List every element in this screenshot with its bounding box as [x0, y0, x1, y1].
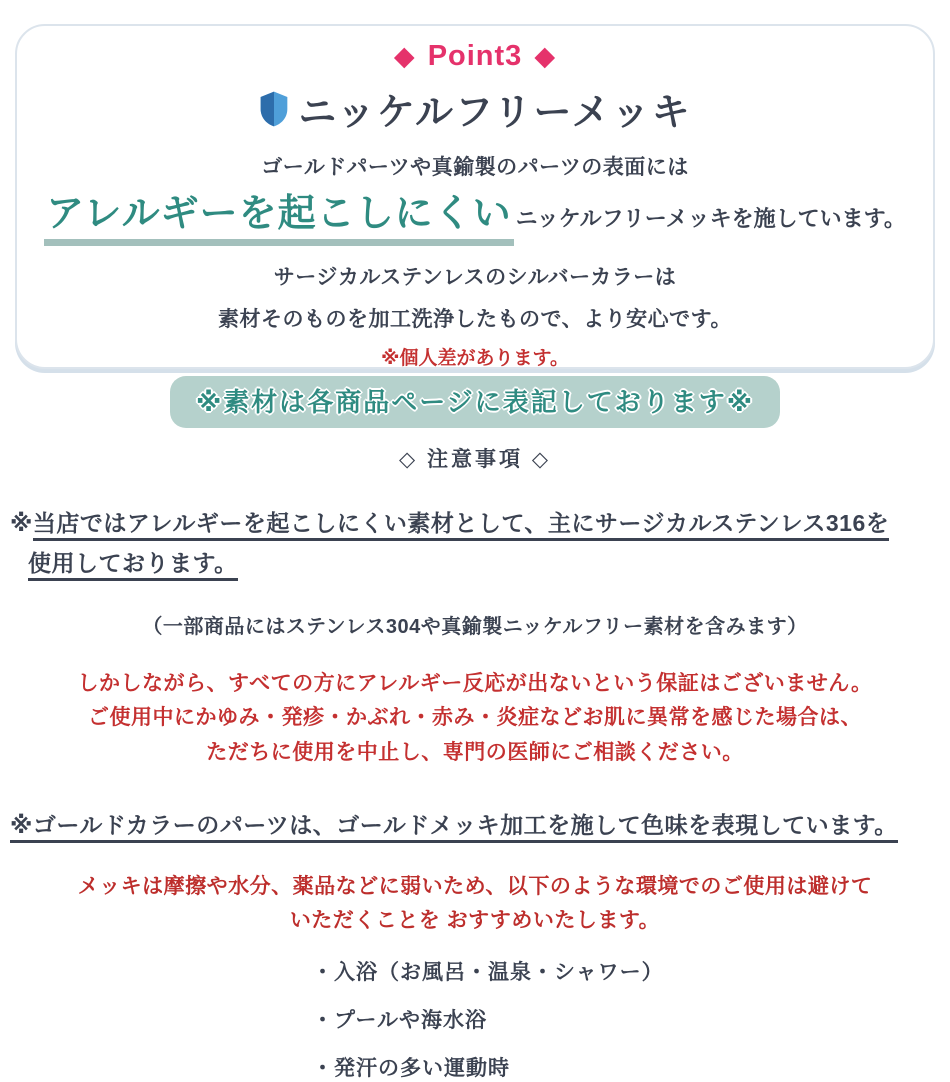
- shield-icon: [258, 90, 290, 128]
- gold-color-warning: [10, 807, 936, 840]
- gold-color-warning-text: ※ゴールドカラーのパーツは、ゴールドメッキ加工を施して色味を表現しています。: [10, 812, 898, 843]
- allergy-headline-rest: ニッケルフリーメッキを施しています。: [515, 206, 906, 231]
- parenthetical-note: （一部商品にはステンレス304や真鍮製ニッケルフリー素材を含みます）: [142, 615, 808, 638]
- plating-warning-block: [0, 870, 950, 938]
- list-item: ・入浴（お風呂・温泉・シャワー）: [312, 961, 664, 985]
- asterisk-mark: ※: [10, 510, 33, 536]
- material-warning-line2: 使用しております。: [28, 550, 238, 581]
- intro-text: ゴールドパーツや真鍮製のパーツの表面には: [261, 156, 689, 179]
- point-card: [15, 24, 935, 417]
- plating-warning-line1: メッキは摩擦や水分、薬品などに弱いため、以下のような環境でのご使用は避けて: [77, 875, 873, 899]
- point-label: Point3: [427, 40, 523, 72]
- material-safety-text: 素材そのものを加工洗浄したもので、より安心です。: [218, 307, 732, 331]
- list-item: ・プールや海水浴: [312, 1009, 487, 1033]
- silver-color-text: サージカルステンレスのシルバーカラーは: [273, 265, 677, 289]
- point-label-row: [27, 40, 923, 73]
- material-pill-wrap: [27, 370, 923, 428]
- section-title: ニッケルフリーメッキ: [298, 92, 692, 134]
- material-note-pill: ※素材は各商品ページに表記しております※: [170, 376, 780, 428]
- allergy-headline-row: [27, 193, 923, 246]
- section-title-row: [27, 81, 923, 136]
- material-warning-paragraph: [10, 503, 936, 584]
- list-item: ・発汗の多い運動時: [312, 1057, 510, 1081]
- material-warning-line1: 当店ではアレルギーを起こしにくい素材として、主にサージカルステンレス316を: [33, 510, 889, 541]
- individual-difference-note: ※個人差があります。: [381, 347, 569, 369]
- allergy-headline: アレルギーを起こしにくい: [44, 193, 514, 246]
- notice-heading: ◇ 注意事項 ◇: [399, 448, 551, 471]
- allergy-warning-line3: ただちに使用を中止し、専門の医師にご相談ください。: [206, 741, 744, 765]
- plating-warning-line2: いただくことを おすすめいたします。: [289, 909, 661, 933]
- allergy-warning-block: [0, 667, 950, 772]
- allergy-warning-line1: しかしながら、すべての方にアレルギー反応が出ないという保証はございません。: [77, 671, 873, 695]
- diamond-right-icon: ◆: [534, 41, 557, 71]
- allergy-warning-line2: ご使用中にかゆみ・発疹・かぶれ・赤み・炎症などお肌に異常を感じた場合は、: [88, 706, 862, 730]
- avoid-situations-list: [312, 956, 950, 1082]
- diamond-left-icon: ◆: [393, 41, 416, 71]
